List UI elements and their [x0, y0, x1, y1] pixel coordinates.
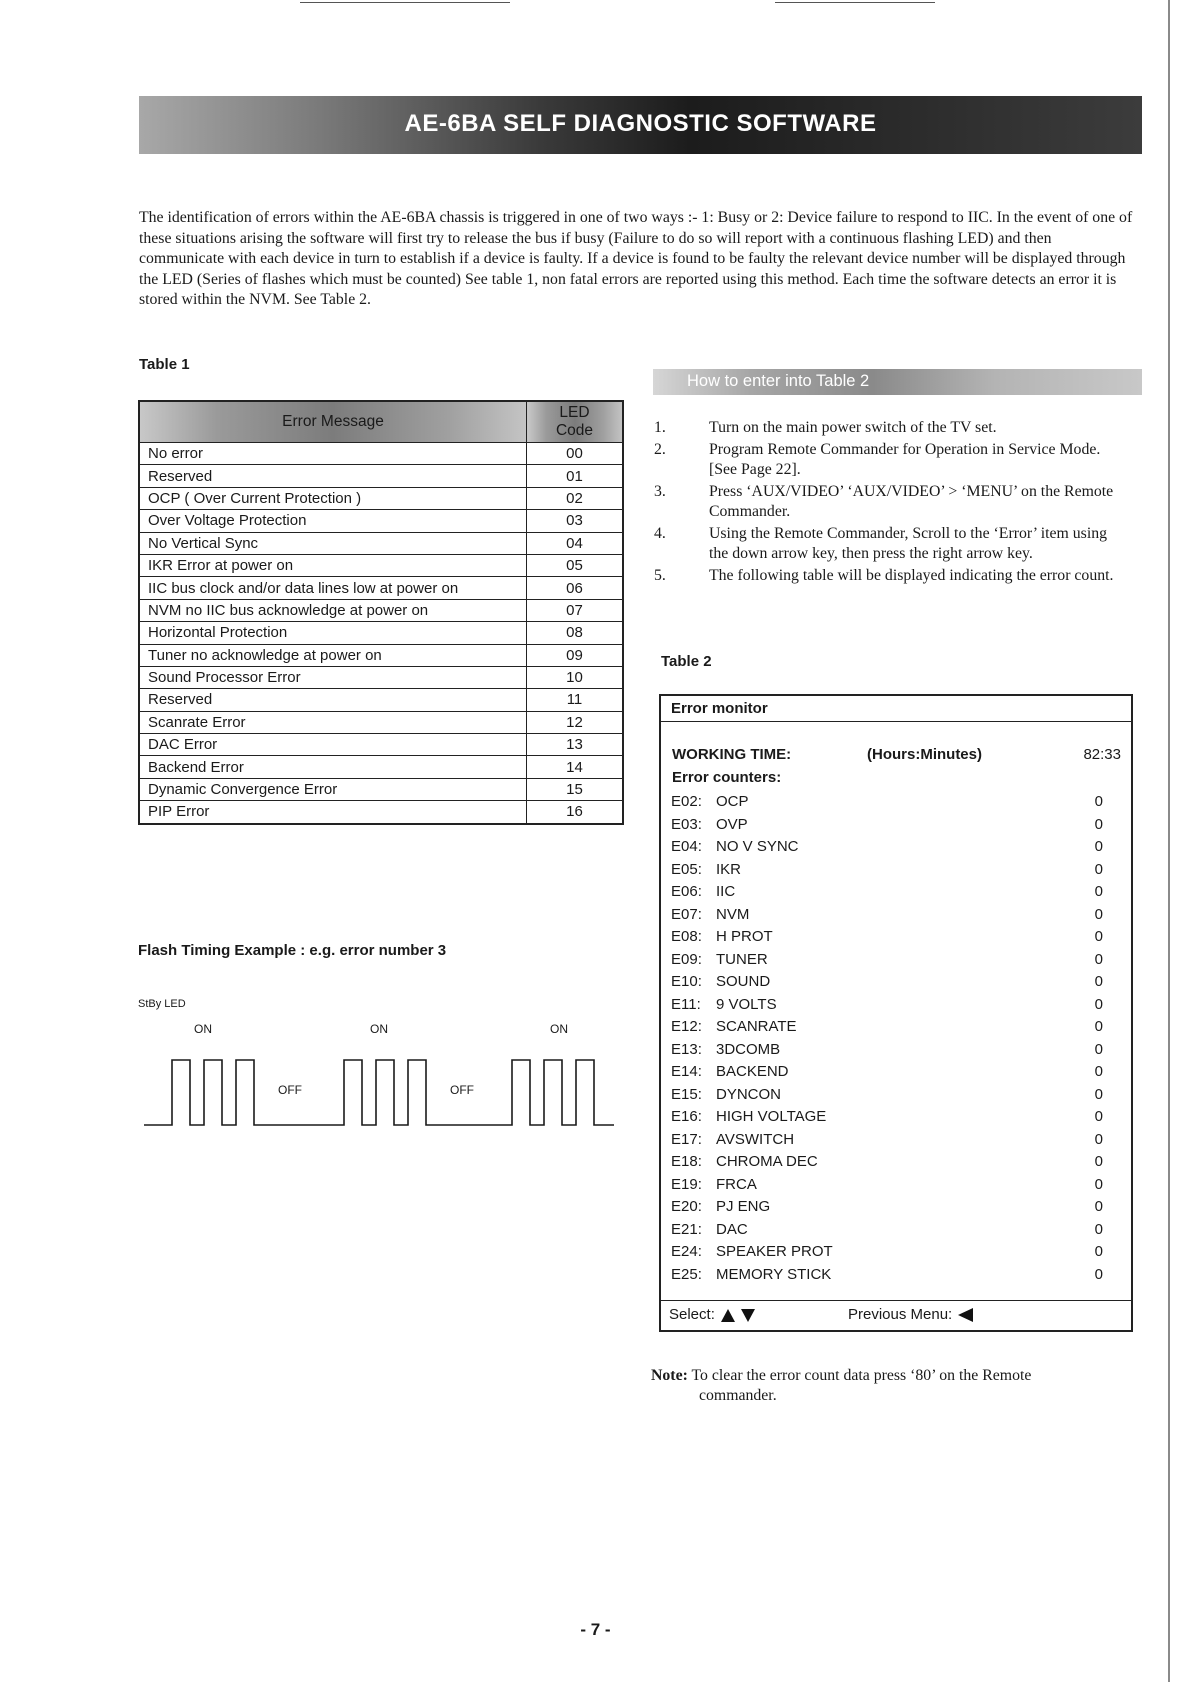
counter-value: 0 [1094, 815, 1103, 833]
error-counters-label: Error counters: [672, 769, 782, 786]
counter-code: E07: [671, 905, 702, 923]
error-message-cell: Reserved [139, 689, 527, 711]
error-counter-row [671, 1061, 1123, 1084]
error-monitor-screen [659, 694, 1133, 1332]
error-counter-row [671, 814, 1123, 837]
error-message-cell: Backend Error [139, 756, 527, 778]
error-monitor-footer [661, 1300, 1131, 1330]
error-message-cell: Sound Processor Error [139, 666, 527, 688]
arrow-left-icon [958, 1308, 973, 1322]
flash-timing-title: Flash Timing Example : e.g. error number 3 [138, 942, 447, 959]
error-counter-row [671, 791, 1123, 814]
counter-code: E25: [671, 1265, 702, 1283]
arrow-down-icon [741, 1309, 755, 1322]
step-number: 2. [654, 440, 666, 458]
counter-name: HIGH VOLTAGE [716, 1108, 827, 1125]
counter-value: 0 [1094, 1085, 1103, 1103]
led-code-header [527, 401, 624, 443]
table-row [139, 622, 623, 644]
counter-name: TUNER [716, 950, 768, 968]
how-to-heading-bar [653, 369, 1142, 395]
error-monitor-title: Error monitor [661, 696, 1131, 722]
led-code-cell: 14 [527, 756, 624, 778]
step-text: Program Remote Commander for Operation in Service Mode. [See Page 22]. [709, 440, 1101, 478]
error-message-cell: DAC Error [139, 734, 527, 756]
led-code-cell: 11 [527, 689, 624, 711]
error-counter-row [671, 1039, 1123, 1062]
step-item [652, 482, 1122, 523]
counter-name: NO V SYNC [716, 838, 799, 855]
error-message-cell: NVM no IIC bus acknowledge at power on [139, 599, 527, 621]
table-row [139, 510, 623, 532]
counter-code: E19: [671, 1175, 702, 1193]
led-error-code-table [138, 400, 624, 825]
stby-led-label: StBy LED [138, 998, 186, 1010]
error-message-cell: IKR Error at power on [139, 554, 527, 576]
page-title: AE-6BA SELF DIAGNOSTIC SOFTWARE [404, 110, 877, 137]
note-text-line1: To clear the error count data press ‘80’ on the Remote [691, 1367, 1032, 1384]
error-counter-row [671, 1196, 1123, 1219]
page-number: - 7 - [580, 1620, 611, 1639]
table2-caption: Table 2 [661, 653, 712, 670]
error-message-cell: Tuner no acknowledge at power on [139, 644, 527, 666]
error-counter-row [671, 1264, 1123, 1287]
counter-name: SCANRATE [716, 1018, 797, 1035]
step-text: Press ‘AUX/VIDEO’ ‘AUX/VIDEO’ > ‘MENU’ on the Remote Commander. [709, 482, 1114, 520]
counter-value: 0 [1094, 1153, 1103, 1170]
error-message-cell: No Vertical Sync [139, 532, 527, 554]
counter-value: 0 [1094, 860, 1103, 878]
step-number: 3. [654, 482, 666, 500]
error-counter-row [671, 1151, 1123, 1174]
error-message-cell: Over Voltage Protection [139, 510, 527, 532]
table-row [139, 644, 623, 666]
counter-code: E12: [671, 1018, 702, 1035]
counter-value: 0 [1094, 905, 1103, 923]
working-time-label: WORKING TIME: [672, 746, 792, 763]
led-code-header-line2: Code [555, 422, 594, 439]
table-row [139, 801, 623, 824]
led-waveform [144, 1060, 614, 1125]
working-time-unit: (Hours:Minutes) [867, 746, 982, 763]
counter-code: E10: [671, 973, 702, 990]
led-code-cell: 02 [527, 487, 624, 509]
error-counter-row [671, 881, 1123, 904]
table-row [139, 599, 623, 621]
on-label-3: ON [550, 1022, 568, 1036]
led-code-cell: 08 [527, 622, 624, 644]
counter-code: E20: [671, 1198, 702, 1215]
counter-code: E03: [671, 815, 702, 833]
previous-menu-label: Previous Menu: [848, 1306, 953, 1323]
step-text: The following table will be displayed indicating the error count. [709, 566, 1114, 584]
counter-value: 0 [1094, 995, 1103, 1013]
error-message-cell: OCP ( Over Current Protection ) [139, 487, 527, 509]
table-row [139, 487, 623, 509]
counter-code: E04: [671, 838, 702, 855]
counter-value: 0 [1094, 883, 1103, 900]
arrow-up-icon [721, 1309, 735, 1322]
counter-value: 0 [1094, 1040, 1103, 1058]
counter-name: NVM [716, 905, 750, 923]
error-message-cell: Scanrate Error [139, 711, 527, 733]
led-code-cell: 13 [527, 734, 624, 756]
step-item [652, 440, 1122, 481]
led-code-cell: 07 [527, 599, 624, 621]
step-number: 1. [654, 419, 666, 436]
on-label-2: ON [370, 1022, 388, 1036]
counter-value: 0 [1094, 1018, 1103, 1035]
error-message-cell: Horizontal Protection [139, 622, 527, 644]
counter-code: E02: [671, 793, 702, 810]
counter-value: 0 [1094, 1220, 1103, 1238]
flash-timing-diagram [138, 1015, 618, 1130]
counter-name: DAC [716, 1220, 748, 1238]
error-counter-row [671, 836, 1123, 859]
scan-right-edge [1168, 0, 1170, 1682]
counter-name: OVP [716, 815, 748, 833]
note [651, 1366, 1121, 1406]
counter-name: SPEAKER PROT [716, 1243, 833, 1260]
counter-value: 0 [1094, 1265, 1103, 1283]
counter-value: 0 [1094, 793, 1103, 810]
table-row [139, 666, 623, 688]
counter-code: E13: [671, 1040, 702, 1058]
counter-code: E21: [671, 1220, 702, 1238]
counter-code: E16: [671, 1108, 702, 1125]
led-code-cell: 16 [527, 801, 624, 824]
counter-code: E06: [671, 883, 702, 900]
table-row [139, 778, 623, 800]
counter-value: 0 [1094, 838, 1103, 855]
error-counters-list [671, 791, 1123, 1286]
counter-name: H PROT [716, 928, 773, 945]
counter-code: E18: [671, 1153, 702, 1170]
table-row [139, 465, 623, 487]
error-message-cell: IIC bus clock and/or data lines low at power on [139, 577, 527, 599]
led-code-cell: 03 [527, 510, 624, 532]
table-row [139, 734, 623, 756]
counter-code: E15: [671, 1085, 702, 1103]
note-text-line2: commander. [699, 1387, 777, 1404]
table-row [139, 577, 623, 599]
table1-caption: Table 1 [139, 356, 190, 373]
error-counter-row [671, 1241, 1123, 1264]
counter-value: 0 [1094, 1108, 1103, 1125]
led-code-cell: 00 [527, 443, 624, 465]
off-label-2: OFF [450, 1083, 474, 1097]
on-label-1: ON [194, 1022, 212, 1036]
table-row [139, 443, 623, 465]
page-title-bar [139, 96, 1142, 154]
error-counter-row [671, 994, 1123, 1017]
table-row [139, 711, 623, 733]
counter-value: 0 [1094, 1063, 1103, 1080]
counter-name: SOUND [716, 973, 771, 990]
counter-code: E11: [671, 995, 701, 1013]
error-counter-row [671, 1016, 1123, 1039]
error-message-header: Error Message [139, 401, 527, 443]
counter-name: PJ ENG [716, 1198, 771, 1215]
counter-name: AVSWITCH [716, 1130, 795, 1148]
error-counter-row [671, 904, 1123, 927]
error-counter-row [671, 1084, 1123, 1107]
led-code-header-line1: LED [559, 404, 590, 421]
counter-code: E09: [671, 950, 702, 968]
table-row [139, 756, 623, 778]
error-counter-row [671, 1174, 1123, 1197]
counter-code: E17: [671, 1130, 702, 1148]
step-number: 4. [654, 524, 666, 542]
how-to-heading: How to enter into Table 2 [687, 372, 870, 390]
counter-name: MEMORY STICK [716, 1265, 832, 1283]
error-message-cell: PIP Error [139, 801, 527, 824]
previous-menu-hint [848, 1306, 973, 1323]
table-row [139, 554, 623, 576]
counter-name: FRCA [716, 1175, 757, 1193]
counter-code: E14: [671, 1063, 702, 1080]
step-text: Using the Remote Commander, Scroll to the ‘Error’ item using the down arrow key, then press the right arrow key. [709, 524, 1108, 562]
led-code-cell: 12 [527, 711, 624, 733]
counter-name: DYNCON [716, 1085, 782, 1103]
error-message-cell: Dynamic Convergence Error [139, 778, 527, 800]
select-hint [669, 1306, 755, 1323]
table-row [139, 532, 623, 554]
how-to-steps-list [652, 418, 1122, 587]
error-counter-row [671, 949, 1123, 972]
step-text: Turn on the main power switch of the TV set. [709, 419, 997, 436]
error-counter-row [671, 1219, 1123, 1242]
step-item [652, 418, 1122, 439]
led-code-cell: 10 [527, 666, 624, 688]
scan-top-line-left [300, 2, 510, 3]
led-code-cell: 06 [527, 577, 624, 599]
table1-header-row [139, 401, 623, 443]
off-label-1: OFF [278, 1083, 302, 1097]
counter-code: E08: [671, 928, 702, 945]
error-counter-row [671, 926, 1123, 949]
working-time-value: 82:33 [1083, 746, 1121, 763]
led-code-cell: 09 [527, 644, 624, 666]
counter-name: CHROMA DEC [716, 1153, 818, 1170]
counter-name: 9 VOLTS [716, 995, 777, 1013]
counter-value: 0 [1094, 1130, 1103, 1148]
table-row [139, 689, 623, 711]
error-counter-row [671, 971, 1123, 994]
error-counter-row [671, 859, 1123, 882]
error-message-cell: No error [139, 443, 527, 465]
error-message-cell: Reserved [139, 465, 527, 487]
led-code-cell: 05 [527, 554, 624, 576]
led-code-cell: 04 [527, 532, 624, 554]
select-label: Select: [669, 1306, 715, 1323]
led-code-cell: 15 [527, 778, 624, 800]
counter-value: 0 [1094, 973, 1103, 990]
counter-name: IIC [716, 883, 736, 900]
counter-name: IKR [716, 860, 742, 878]
note-label: Note: [651, 1367, 688, 1384]
counter-name: BACKEND [716, 1063, 789, 1080]
step-number: 5. [654, 566, 666, 584]
step-item [652, 524, 1122, 565]
counter-name: OCP [716, 793, 749, 810]
scan-top-line-right [775, 2, 935, 3]
counter-code: E24: [671, 1243, 702, 1260]
counter-value: 0 [1094, 1175, 1103, 1193]
error-counter-row [671, 1106, 1123, 1129]
counter-value: 0 [1094, 928, 1103, 945]
counter-code: E05: [671, 860, 702, 878]
counter-value: 0 [1094, 950, 1103, 968]
intro-paragraph: The identification of errors within the AE-6BA chassis is triggered in one of two ways :- 1: Busy or 2: Device failure to respond to IIC. In the event of one of these situations arising the software will first try to release the bus if busy (Failure to do so will report with a continuous flashing LED) and then communicate with each device in turn to establish if a device is faulty. If a device is found to be faulty the relevant device number will be displayed through the LED (Series of flashes which must be counted) See table 1, non fatal errors are reported using this method. Each time the software detects an error it is stored within the NVM. See Table 2. [139, 209, 1133, 308]
led-code-cell: 01 [527, 465, 624, 487]
counter-value: 0 [1094, 1198, 1103, 1215]
counter-value: 0 [1094, 1243, 1103, 1260]
step-item [652, 566, 1122, 587]
counter-name: 3DCOMB [716, 1040, 781, 1058]
error-counter-row [671, 1129, 1123, 1152]
